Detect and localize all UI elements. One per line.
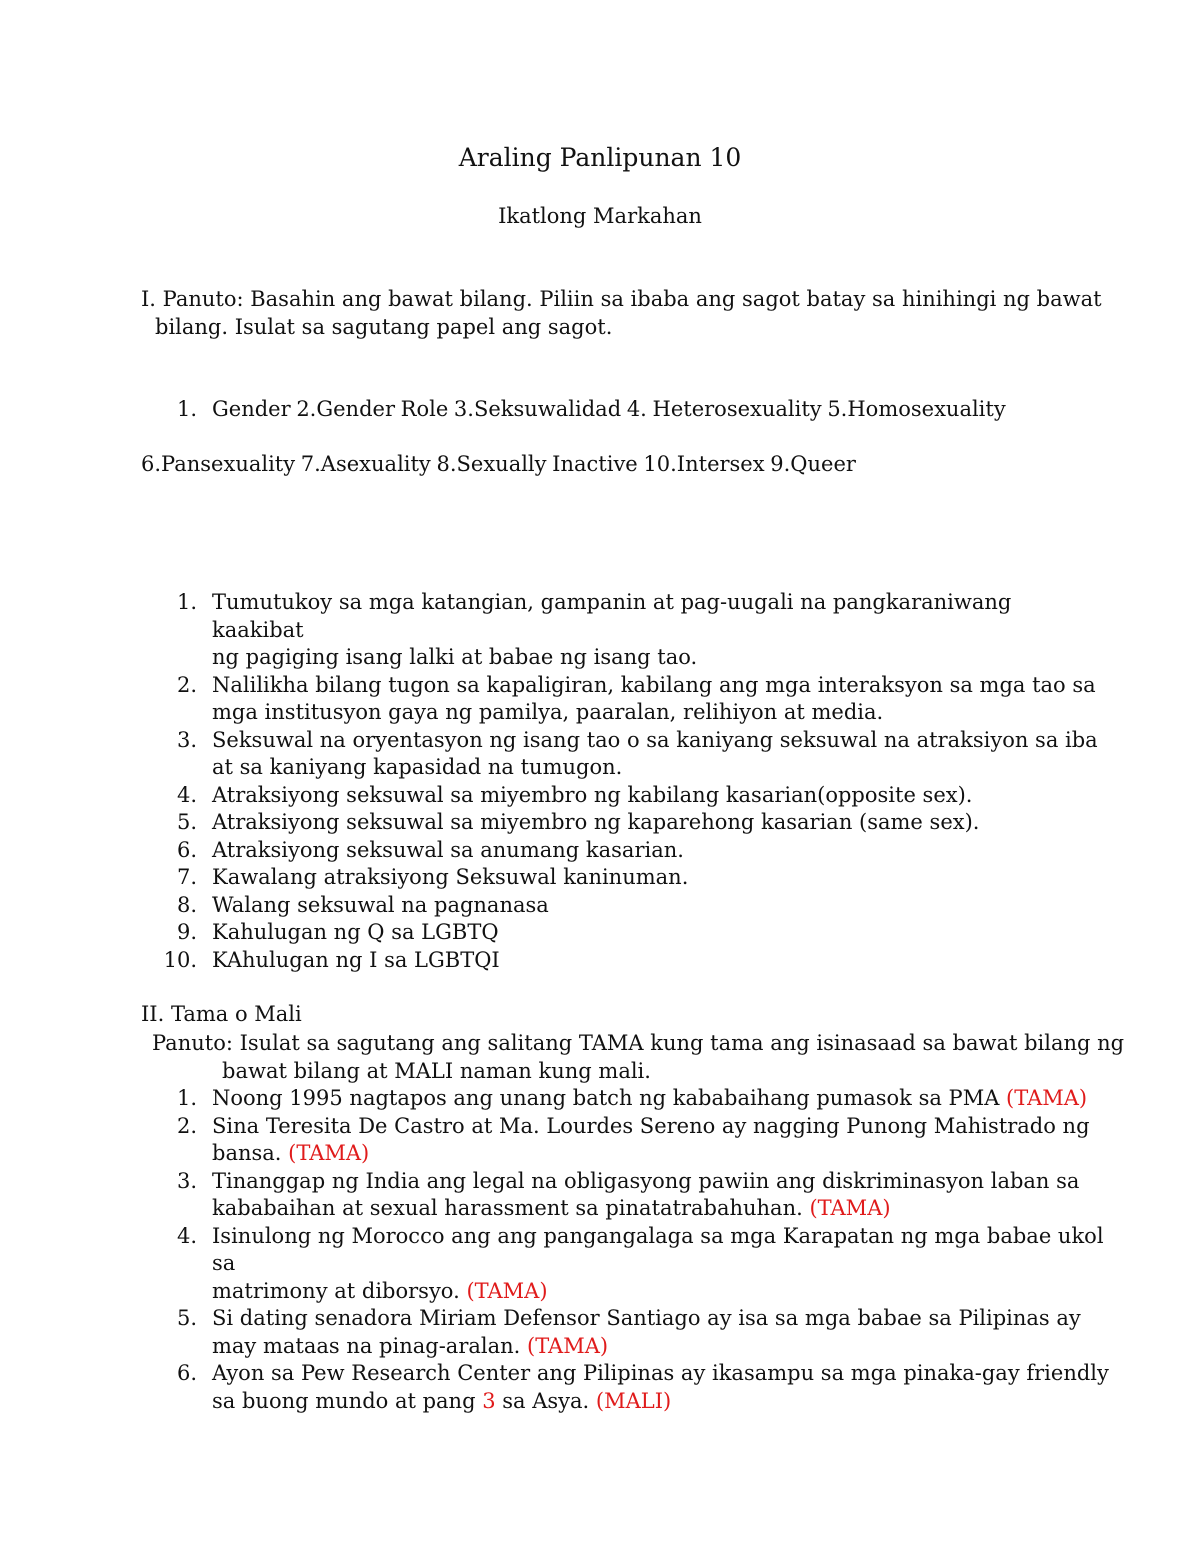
item-number: 7. <box>176 865 197 889</box>
answer-label: (TAMA) <box>527 1333 609 1358</box>
item-number: 1. <box>176 590 197 614</box>
item-line-1 <box>212 1113 1109 1141</box>
item-line-2 <box>212 1140 1109 1168</box>
part2-instruction: Panuto: Isulat sa sagutang ang salitang TAMA kung tama ang isinasaad sa bawat bilang ng <box>152 1031 1125 1055</box>
item-text-line: at sa kaniyang kapasidad na tumugon. <box>212 755 623 779</box>
item-number: 2. <box>176 1113 197 1138</box>
part1-heading-cont: bilang. Isulat sa sagutang papel ang sagot. <box>155 315 613 339</box>
list-item <box>149 892 1109 920</box>
list-item <box>149 1305 1109 1360</box>
answer-label: (TAMA) <box>1006 1086 1088 1110</box>
part2-heading: II. Tama o Mali <box>141 1002 302 1026</box>
item-line-1 <box>212 1168 1109 1196</box>
list-item <box>149 727 1109 782</box>
list-item <box>149 1113 1109 1168</box>
item-line-1 <box>212 1223 1109 1278</box>
item-number: 10. <box>163 947 197 972</box>
list-item <box>149 672 1109 727</box>
item-line-1 <box>212 1360 1109 1388</box>
list-item <box>149 947 1109 975</box>
answer-label: (TAMA) <box>466 1278 548 1303</box>
list-item <box>149 864 1109 892</box>
item-number: 9. <box>176 920 197 944</box>
item-number: 6. <box>176 1361 197 1385</box>
list-item <box>149 1360 1109 1415</box>
item-text: Tinanggap ng India ang legal na obligasyong pawiin ang diskriminasyon laban sa <box>212 1168 1080 1193</box>
item-number: 4. <box>176 782 197 807</box>
item-line-2 <box>212 1195 1109 1223</box>
item-text-line: Atraksiyong seksuwal sa miyembro ng kabilang kasarian(opposite sex). <box>212 782 973 807</box>
part2-instruction-cont: bawat bilang at MALI naman kung mali. <box>222 1059 651 1083</box>
item-text-cont: matrimony at diborsyo. <box>212 1278 467 1303</box>
item-text: Sina Teresita De Castro at Ma. Lourdes Sereno ay nagging Punong Mahistrado ng <box>212 1113 1090 1138</box>
item-number: 2. <box>176 672 197 697</box>
item-line-2 <box>212 1388 1109 1416</box>
item-text: Isinulong ng Morocco ang ang pangangalaga sa mga Karapatan ng mga babae ukol sa <box>212 1223 1104 1275</box>
list-item <box>149 809 1109 837</box>
item-text-cont: kababaihan at sexual harassment sa pinatatrabahuhan. <box>212 1196 810 1220</box>
item-text-cont: may mataas na pinag-aralan. <box>212 1333 527 1358</box>
list-item <box>149 919 1109 947</box>
answer-label: (TAMA) <box>288 1141 370 1165</box>
item-line-1 <box>212 1305 1109 1333</box>
item-line-2 <box>212 1278 1109 1306</box>
item-line-2 <box>212 1333 1109 1361</box>
item-text-line: Atraksiyong seksuwal sa miyembro ng kaparehong kasarian (same sex). <box>212 810 980 834</box>
list-item <box>149 589 1109 672</box>
item-text-line: Seksuwal na oryentasyon ng isang tao o sa kaniyang seksuwal na atraksiyon sa iba <box>212 727 1098 752</box>
item-text: Ayon sa Pew Research Center ang Pilipinas ay ikasampu sa mga pinaka-gay friendly <box>212 1361 1109 1385</box>
item-text-cont: sa buong mundo at pang <box>212 1388 483 1413</box>
part1-question-list <box>149 589 1109 974</box>
item-text-line: KAhulugan ng I sa LGBTQI <box>212 947 500 972</box>
item-number: 6. <box>176 837 197 862</box>
item-number: 1. <box>176 1086 197 1110</box>
list-item <box>149 782 1109 810</box>
item-text: Si dating senadora Miriam Defensor Santiago ay isa sa mga babae sa Pilipinas ay <box>212 1306 1081 1330</box>
list-item <box>149 1085 1109 1113</box>
page-subtitle: Ikatlong Markahan <box>498 204 702 228</box>
list-item <box>149 1223 1109 1306</box>
list-item <box>149 1168 1109 1223</box>
answer-label: (MALI) <box>595 1388 672 1413</box>
item-text-line: Walang seksuwal na pagnanasa <box>212 892 549 917</box>
choices-line-1-num: 1. <box>177 397 198 421</box>
item-number: 5. <box>176 810 197 834</box>
item-number: 3. <box>176 1168 197 1193</box>
item-text-line: Tumutukoy sa mga katangian, gampanin at pag-uugali na pangkaraniwang kaakibat <box>212 590 1012 642</box>
list-item <box>149 837 1109 865</box>
item-number: 3. <box>176 727 197 752</box>
item-number: 5. <box>176 1306 197 1330</box>
item-number: 4. <box>176 1223 197 1248</box>
answer-label: (TAMA) <box>809 1196 891 1220</box>
part1-heading: I. Panuto: Basahin ang bawat bilang. Piliin sa ibaba ang sagot batay sa hinihingi ng bawat <box>141 287 1102 311</box>
choices-line-1: Gender 2.Gender Role 3.Seksuwalidad 4. Heterosexuality 5.Homosexuality <box>212 397 1006 421</box>
item-text-line: Nalilikha bilang tugon sa kapaligiran, kabilang ang mga interaksyon sa mga tao sa <box>212 672 1096 697</box>
choices-line-2: 6.Pansexuality 7.Asexuality 8.Sexually Inactive 10.Intersex 9.Queer <box>141 452 856 476</box>
item-text-tail: sa Asya. <box>495 1388 596 1413</box>
item-text-line: mga institusyon gaya ng pamilya, paaralan, relihiyon at media. <box>212 700 884 724</box>
page-title: Araling Panlipunan 10 <box>458 143 742 172</box>
item-number: 8. <box>176 892 197 917</box>
part2-question-list <box>149 1085 1109 1415</box>
item-line-1 <box>212 1085 1109 1113</box>
item-text: Noong 1995 nagtapos ang unang batch ng kababaihang pumasok sa PMA <box>212 1086 1007 1110</box>
item-text-line: Atraksiyong seksuwal sa anumang kasarian. <box>212 837 684 862</box>
item-text-cont: bansa. <box>212 1141 289 1165</box>
highlight-number: 3 <box>482 1388 496 1413</box>
item-text-line: Kawalang atraksiyong Seksuwal kaninuman. <box>212 865 689 889</box>
item-text-line: Kahulugan ng Q sa LGBTQ <box>212 920 499 944</box>
item-text-line: ng pagiging isang lalki at babae ng isang tao. <box>212 645 698 669</box>
